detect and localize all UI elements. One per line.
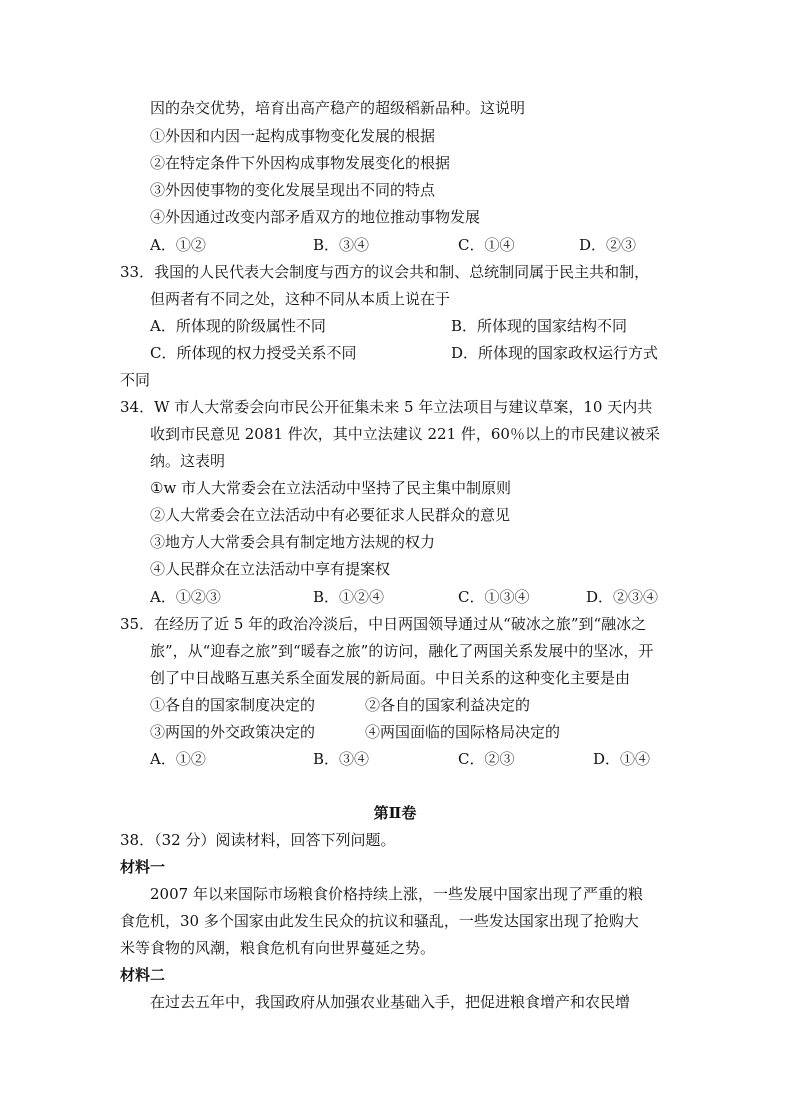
q34-item-2: ②人大常委会在立法活动中有必要征求人民群众的意见 (150, 506, 511, 524)
q35-option-b: B．③④ (313, 750, 370, 768)
q32-option-c: C．①④ (458, 236, 515, 254)
q35-stem-line-1: 35．在经历了近 5 年的政治冷淡后，中日两国领导通过从“破冰之旅”到“融冰之 (120, 615, 647, 633)
q35-stem-line-3: 创了中日战略互惠关系全面发展的新局面。中日关系的这种变化主要是由 (150, 669, 631, 687)
q32-option-b: B．③④ (313, 236, 370, 254)
q34-stem-line-2: 收到市民意见 2081 件次，其中立法建议 221 件，60％以上的市民建议被采 (150, 425, 660, 443)
q32-item-3: ③外因使事物的变化发展呈现出不同的特点 (150, 181, 436, 199)
q34-item-3: ③地方人大常委会具有制定地方法规的权力 (150, 533, 436, 551)
q35-item-2: ②各自的国家利益决定的 (365, 696, 531, 714)
q33-option-d: D．所体现的国家政权运行方式 (451, 344, 659, 362)
q34-item-4: ④人民群众在立法活动中享有提案权 (150, 560, 391, 578)
material-1-line-3: 米等食物的风潮，粮食危机有向世界蔓延之势。 (120, 939, 436, 957)
q33-stem-line-2: 但两者有不同之处，这种不同从本质上说在于 (150, 290, 451, 308)
q34-item-1: ①w 市人大常委会在立法活动中坚持了民主集中制原则 (150, 479, 512, 497)
q32-option-a: A．①② (150, 236, 206, 254)
q32-option-d: D．②③ (579, 236, 637, 254)
q32-item-2: ②在特定条件下外因构成事物发展变化的根据 (150, 154, 451, 172)
q34-option-a: A．①②③ (150, 588, 221, 606)
material-1-line-1: 2007 年以来国际市场粮食价格持续上涨，一些发展中国家出现了严重的粮 (150, 885, 643, 903)
q35-option-a: A．①② (150, 750, 206, 768)
q34-option-c: C．①③④ (458, 588, 530, 606)
q38-stem: 38．（32 分）阅读材料，回答下列问题。 (120, 831, 396, 849)
material-1-line-2: 食危机，30 多个国家由此发生民众的抗议和骚乱，一些发达国家出现了抢购大 (120, 912, 639, 930)
q35-stem-line-2: 旅”，从“迎春之旅”到“暖春之旅”的访问，融化了两国关系发展中的坚冰，开 (150, 642, 654, 660)
q32-stem-continuation: 因的杂交优势，培育出高产稳产的超级稻新品种。这说明 (150, 99, 526, 117)
q35-option-d: D．①④ (593, 750, 651, 768)
q33-option-c: C．所体现的权力授受关系不同 (150, 344, 357, 362)
q32-item-4: ④外因通过改变内部矛盾双方的地位推动事物发展 (150, 208, 481, 226)
material-2-line-1: 在过去五年中，我国政府从加强农业基础入手，把促进粮食增产和农民增 (150, 993, 631, 1011)
q33-option-a: A．所体现的阶级属性不同 (150, 317, 326, 335)
q33-option-d-wrap: 不同 (120, 371, 151, 389)
section-title: 第Ⅱ卷 (373, 804, 417, 822)
q35-item-3: ③两国的外交政策决定的 (150, 723, 316, 741)
q33-stem-line-1: 33．我国的人民代表大会制度与西方的议会共和制、总统制同属于民主共和制， (120, 263, 650, 281)
q34-stem-line-1: 34．W 市人大常委会向市民公开征集未来 5 年立法项目与建议草案，10 天内共 (120, 398, 653, 416)
q33-option-b: B．所体现的国家结构不同 (451, 317, 628, 335)
q35-item-1: ①各自的国家制度决定的 (150, 696, 316, 714)
q34-option-d: D．②③④ (586, 588, 659, 606)
q35-item-4: ④两国面临的国际格局决定的 (365, 723, 561, 741)
material-1-heading: 材料一 (120, 858, 166, 876)
q35-option-c: C．②③ (458, 750, 515, 768)
q32-item-1: ①外因和内因一起构成事物变化发展的根据 (150, 127, 436, 145)
q34-option-b: B．①②④ (313, 588, 385, 606)
material-2-heading: 材料二 (120, 966, 166, 984)
q34-stem-line-3: 纳。这表明 (150, 452, 226, 470)
